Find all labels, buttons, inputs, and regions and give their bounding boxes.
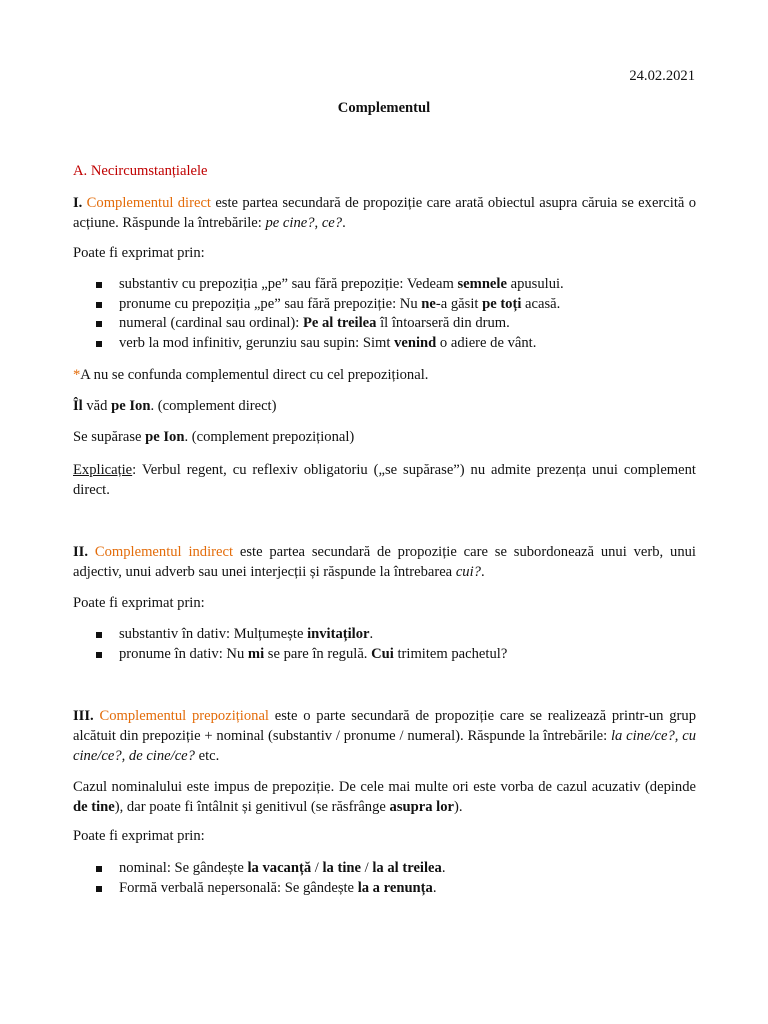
indirect-definition: II. Complementul indirect este partea secundară de propoziție care se subordonează unui verb, unui adjectiv, unui adverb sau unei interjecții și răspunde la întrebarea cui?.: [73, 544, 696, 580]
prepositional-expressed-label: Poate fi exprimat prin:: [73, 828, 205, 844]
direct-definition: I. Complementul direct este partea secundară de propoziție care arată obiectul asupra căruia se exercită o acțiune. Răspunde la întrebările: pe cine?, ce?.: [73, 195, 696, 231]
indirect-expressed-label: Poate fi exprimat prin:: [73, 595, 205, 611]
prepositional-list: [94, 859, 445, 898]
list-item: Formă verbală nepersonală: Se gândește la a renunța.: [94, 879, 445, 899]
direct-list: [94, 275, 564, 353]
indirect-list: [94, 625, 507, 664]
direct-expressed-label: Poate fi exprimat prin:: [73, 245, 205, 261]
explanation-label: Explicație: [73, 462, 133, 478]
prepositional-questions: la cine/ce?, cu cine/ce?, de cine/ce?: [73, 728, 696, 764]
list-item: substantiv în dativ: Mulțumește invitaților.: [94, 625, 507, 645]
section-a-heading: A. Necircumstanțialele: [73, 163, 208, 179]
direct-example-2: Se supărase pe Ion. (complement prepozițional): [73, 429, 355, 445]
direct-question-2: ce?: [321, 215, 343, 231]
direct-example-1: Îl văd pe Ion. (complement direct): [73, 398, 277, 414]
direct-question-1: pe cine?: [265, 215, 315, 231]
indirect-numeral: II.: [73, 544, 89, 560]
indirect-question: cui?: [455, 564, 481, 580]
prepositional-case-note: Cazul nominalului este impus de prepoziție. De cele mai multe ori este vorba de cazul acuzativ (depinde de tine), dar poate fi întâlnit și genitivul (se răsfrânge asupra lor).: [73, 779, 696, 815]
list-item: substantiv cu prepoziția „pe” sau fără prepoziție: Vedeam semnele apusului.: [94, 275, 564, 295]
document-title: Complementul: [337, 100, 431, 116]
prepositional-term: Complementul prepozițional: [99, 708, 269, 724]
direct-note: *A nu se confunda complementul direct cu cel prepozițional.: [73, 367, 429, 383]
list-item: verb la mod infinitiv, gerunziu sau supin: Simt venind o adiere de vânt.: [94, 334, 564, 354]
prepositional-numeral: III.: [73, 708, 94, 724]
direct-term: Complementul direct: [86, 195, 211, 211]
document-date: 24.02.2021: [629, 68, 695, 84]
list-item: numeral (cardinal sau ordinal): Pe al treilea îl întoarseră din drum.: [94, 314, 564, 334]
indirect-term: Complementul indirect: [94, 544, 234, 560]
list-item: pronume cu prepoziția „pe” sau fără prepoziție: Nu ne-a găsit pe toți acasă.: [94, 295, 564, 315]
list-item: nominal: Se gândește la vacanță / la tine / la al treilea.: [94, 859, 445, 879]
direct-explanation: Explicație: Verbul regent, cu reflexiv obligatoriu („se supărase”) nu admite prezența unui complement direct.: [73, 462, 696, 498]
direct-numeral: I.: [73, 195, 83, 211]
list-item: pronume în dativ: Nu mi se pare în regulă. Cui trimitem pachetul?: [94, 645, 507, 665]
prepositional-definition: III. Complementul prepozițional este o parte secundară de propoziție care se realizează printr-un grup alcătuit din prepoziție + nominal (substantiv / pronume / numeral). Răspunde la întrebările: la cine/ce?, cu cine/ce?, de cine/ce? etc.: [73, 708, 696, 764]
